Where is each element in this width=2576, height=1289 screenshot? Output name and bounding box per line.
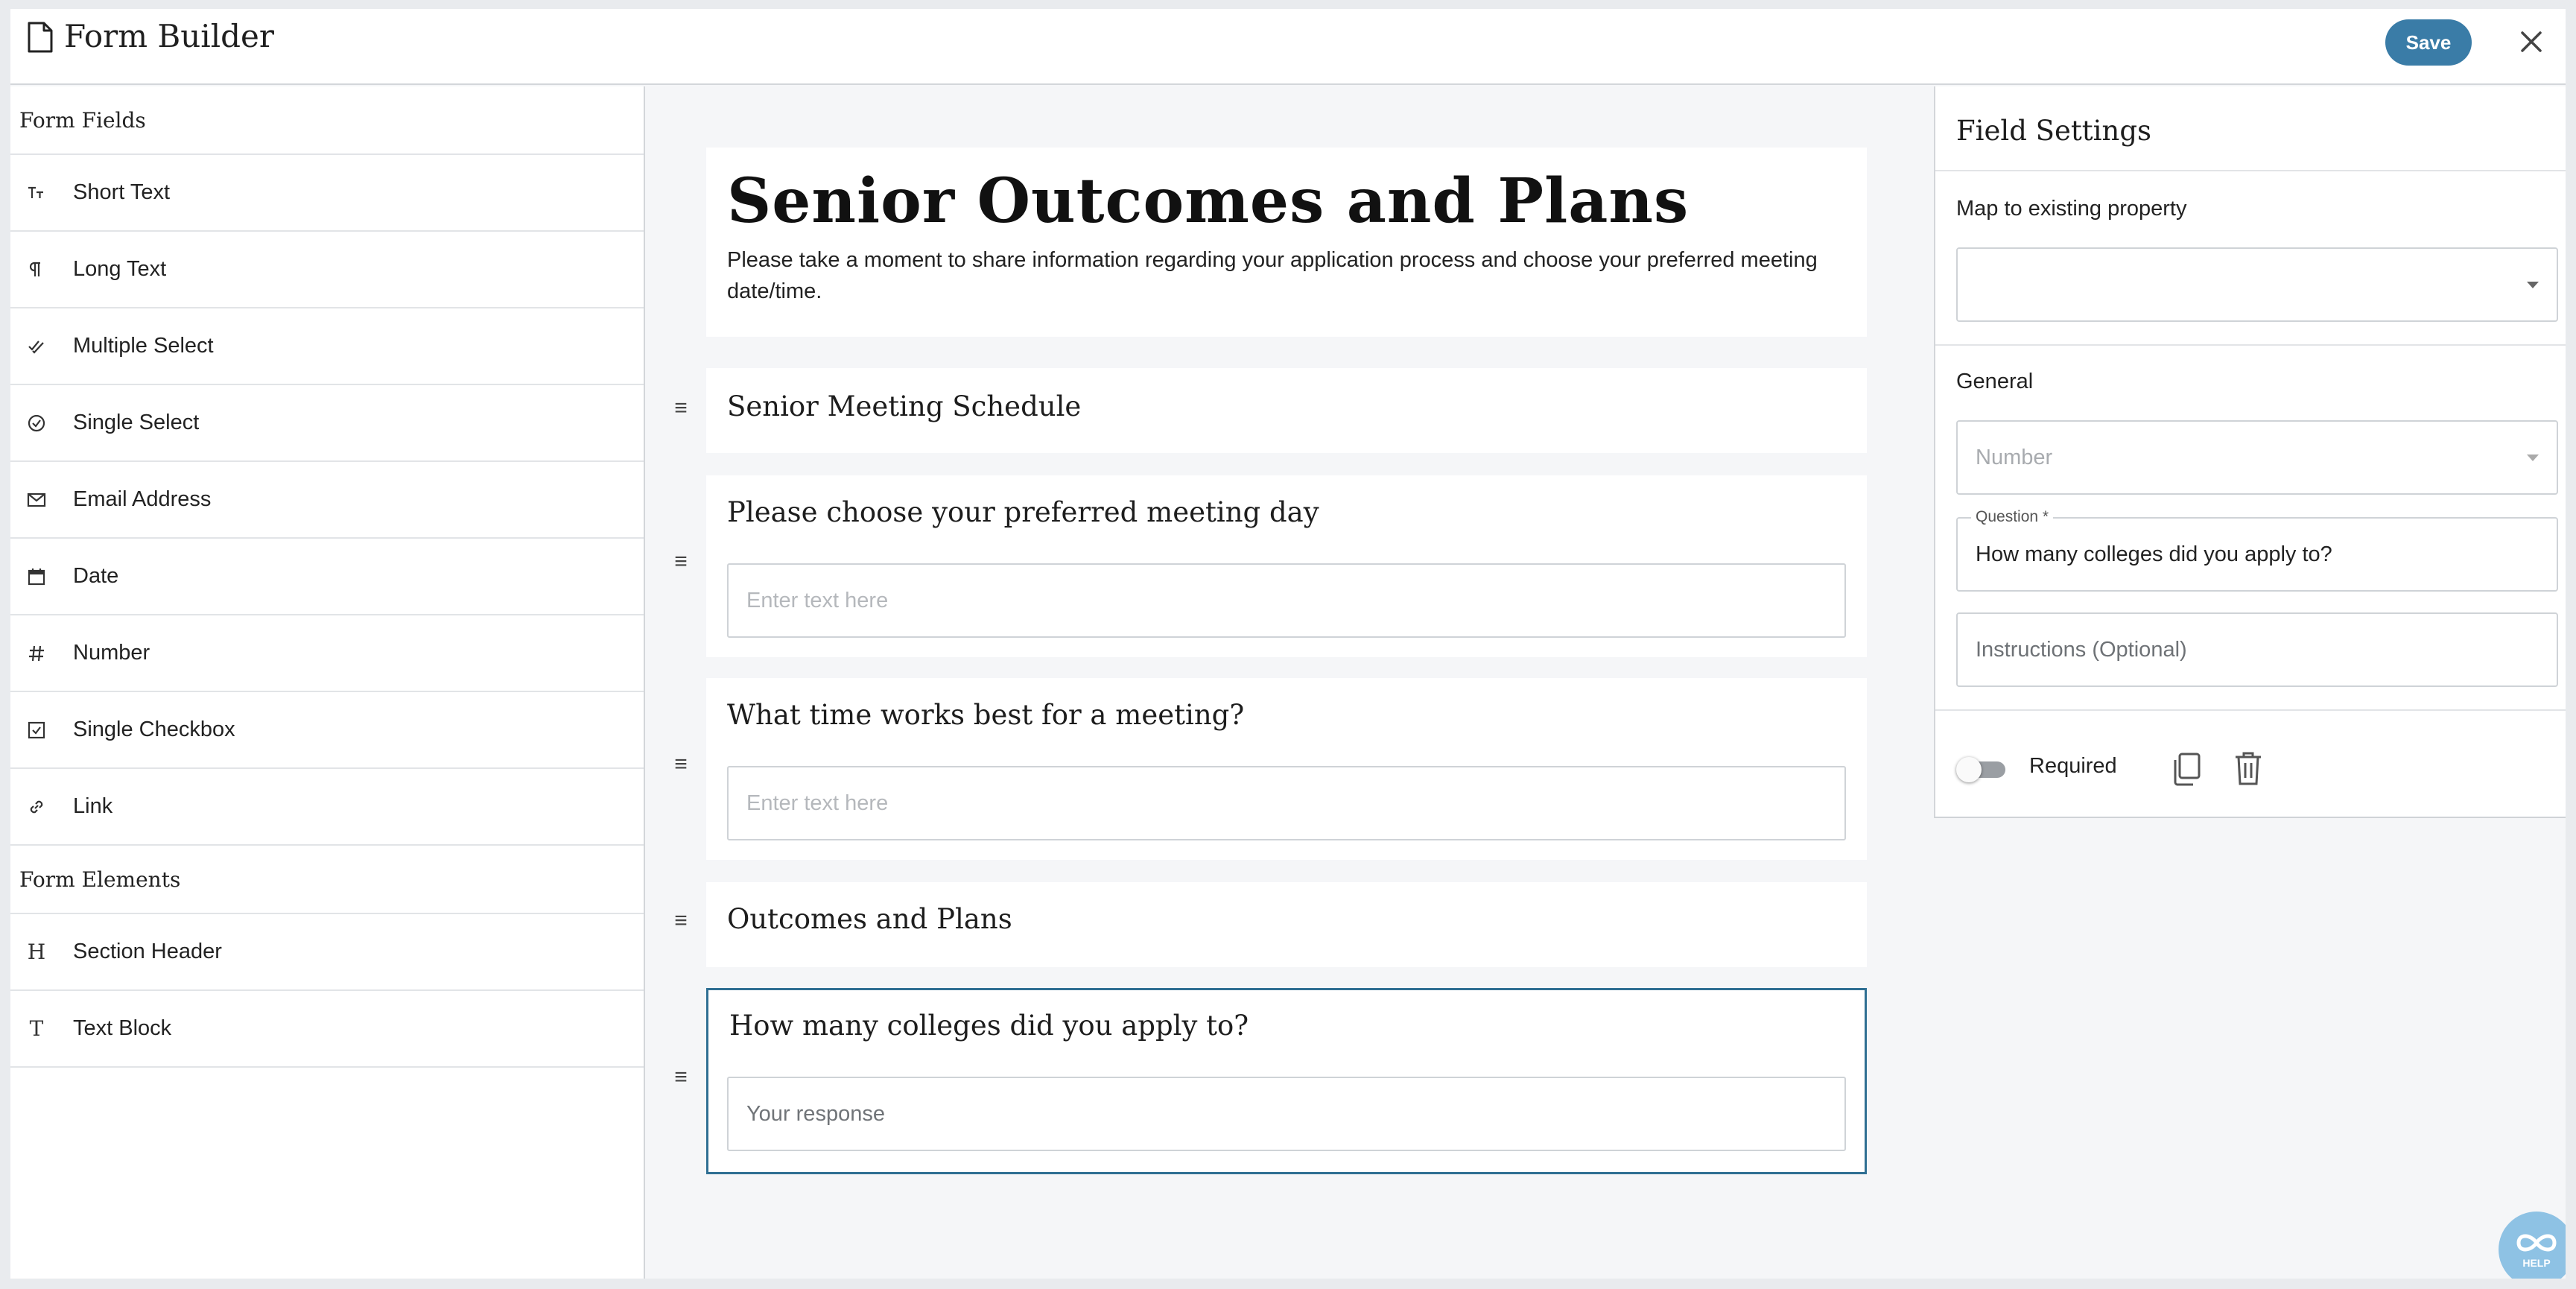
divider — [1935, 170, 2566, 171]
help-label: HELP — [2522, 1257, 2551, 1269]
question-field-value: How many colleges did you apply to? — [1976, 542, 2332, 566]
answer-input[interactable] — [727, 766, 1846, 840]
section-card[interactable] — [706, 368, 1867, 453]
question-card[interactable] — [706, 475, 1867, 657]
copy-icon[interactable] — [2171, 751, 2204, 787]
question-label: What time works best for a meeting? — [727, 699, 1245, 731]
palette-item-label: Section Header — [73, 940, 222, 963]
section-title: Outcomes and Plans — [727, 903, 1012, 935]
map-property-select[interactable] — [1956, 247, 2558, 322]
text-size-icon — [24, 180, 49, 206]
divider — [1935, 344, 2566, 346]
save-button[interactable]: Save — [2385, 19, 2472, 66]
palette-item-label: Email Address — [73, 487, 212, 511]
palette-item-label: Short Text — [73, 180, 171, 204]
palette-item-text-block[interactable] — [10, 991, 644, 1068]
form-builder-app — [10, 9, 2566, 1279]
chevron-down-icon — [2527, 282, 2539, 288]
palette-item-label: Number — [73, 641, 150, 665]
hash-icon — [24, 641, 49, 666]
section-card[interactable] — [706, 882, 1867, 967]
envelope-icon — [24, 487, 49, 513]
palette-item-single-checkbox[interactable] — [10, 692, 644, 769]
palette-item-single-select[interactable] — [10, 385, 644, 462]
text-block-icon: T — [29, 1016, 44, 1041]
double-check-icon — [24, 334, 49, 359]
form-title: Senior Outcomes and Plans — [727, 165, 1690, 237]
palette-item-label: Single Checkbox — [73, 718, 235, 741]
checkbox-icon — [24, 718, 49, 743]
field-settings-title: Field Settings — [1956, 115, 2151, 147]
app-title: Form Builder — [64, 18, 274, 54]
palette-item-long-text[interactable] — [10, 232, 644, 308]
field-palette-sidebar — [10, 86, 645, 1279]
instructions-field[interactable] — [1956, 612, 2558, 687]
general-label: General — [1956, 370, 2034, 393]
form-header-card[interactable] — [706, 148, 1867, 337]
link-icon — [24, 794, 49, 820]
palette-item-label: Long Text — [73, 257, 167, 281]
field-type-value: Number — [1976, 446, 2053, 469]
toggle-knob — [1956, 757, 1982, 782]
help-button[interactable] — [2499, 1212, 2566, 1279]
palette-item-section-header[interactable] — [10, 914, 644, 991]
palette-item-email-address[interactable] — [10, 462, 644, 539]
palette-item-label: Single Select — [73, 411, 200, 434]
document-icon — [27, 21, 54, 54]
question-field-label: Question * — [1971, 508, 2053, 526]
divider — [1935, 709, 2566, 711]
calendar-icon — [24, 564, 49, 589]
palette-item-multiple-select[interactable] — [10, 308, 644, 385]
question-label: How many colleges did you apply to? — [729, 1010, 1249, 1042]
form-description: Please take a moment to share information regarding your application process and choose your preferred meeting date/time. — [727, 248, 1818, 303]
palette-item-label: Multiple Select — [73, 334, 214, 358]
question-field[interactable] — [1956, 508, 2558, 592]
question-card-selected[interactable] — [706, 988, 1867, 1174]
drag-handle-icon[interactable]: ≡ — [674, 549, 688, 574]
paragraph-icon — [24, 257, 49, 282]
map-property-label: Map to existing property — [1956, 197, 2187, 221]
drag-handle-icon[interactable]: ≡ — [674, 752, 688, 776]
drag-handle-icon[interactable]: ≡ — [674, 1065, 688, 1089]
top-bar — [10, 9, 2566, 85]
circle-check-icon — [24, 411, 49, 436]
instructions-placeholder: Instructions (Optional) — [1976, 638, 2187, 662]
drag-handle-icon[interactable]: ≡ — [674, 396, 688, 420]
palette-item-label: Link — [73, 794, 113, 818]
trash-icon[interactable] — [2233, 750, 2263, 787]
section-title: Senior Meeting Schedule — [727, 390, 1082, 422]
form-canvas — [647, 86, 1943, 1279]
answer-input[interactable] — [727, 563, 1846, 638]
required-label: Required — [2029, 754, 2117, 778]
palette-item-label: Text Block — [73, 1016, 172, 1040]
answer-input[interactable] — [727, 1077, 1846, 1151]
close-icon[interactable] — [2515, 25, 2548, 58]
palette-item-date[interactable] — [10, 539, 644, 615]
field-settings-panel — [1934, 86, 2566, 818]
palette-item-link[interactable] — [10, 769, 644, 846]
header-icon: H — [27, 940, 46, 964]
question-card[interactable] — [706, 678, 1867, 860]
form-elements-heading: Form Elements — [10, 846, 644, 914]
palette-item-short-text[interactable] — [10, 155, 644, 232]
chevron-down-icon — [2527, 455, 2539, 461]
palette-item-number[interactable] — [10, 615, 644, 692]
form-fields-heading: Form Fields — [10, 86, 644, 155]
field-type-select[interactable] — [1956, 420, 2558, 495]
palette-item-label: Date — [73, 564, 119, 588]
required-toggle[interactable] — [1956, 757, 2005, 779]
drag-handle-icon[interactable]: ≡ — [674, 908, 688, 933]
question-label: Please choose your preferred meeting day — [727, 496, 1319, 528]
infinity-icon — [2513, 1230, 2560, 1255]
